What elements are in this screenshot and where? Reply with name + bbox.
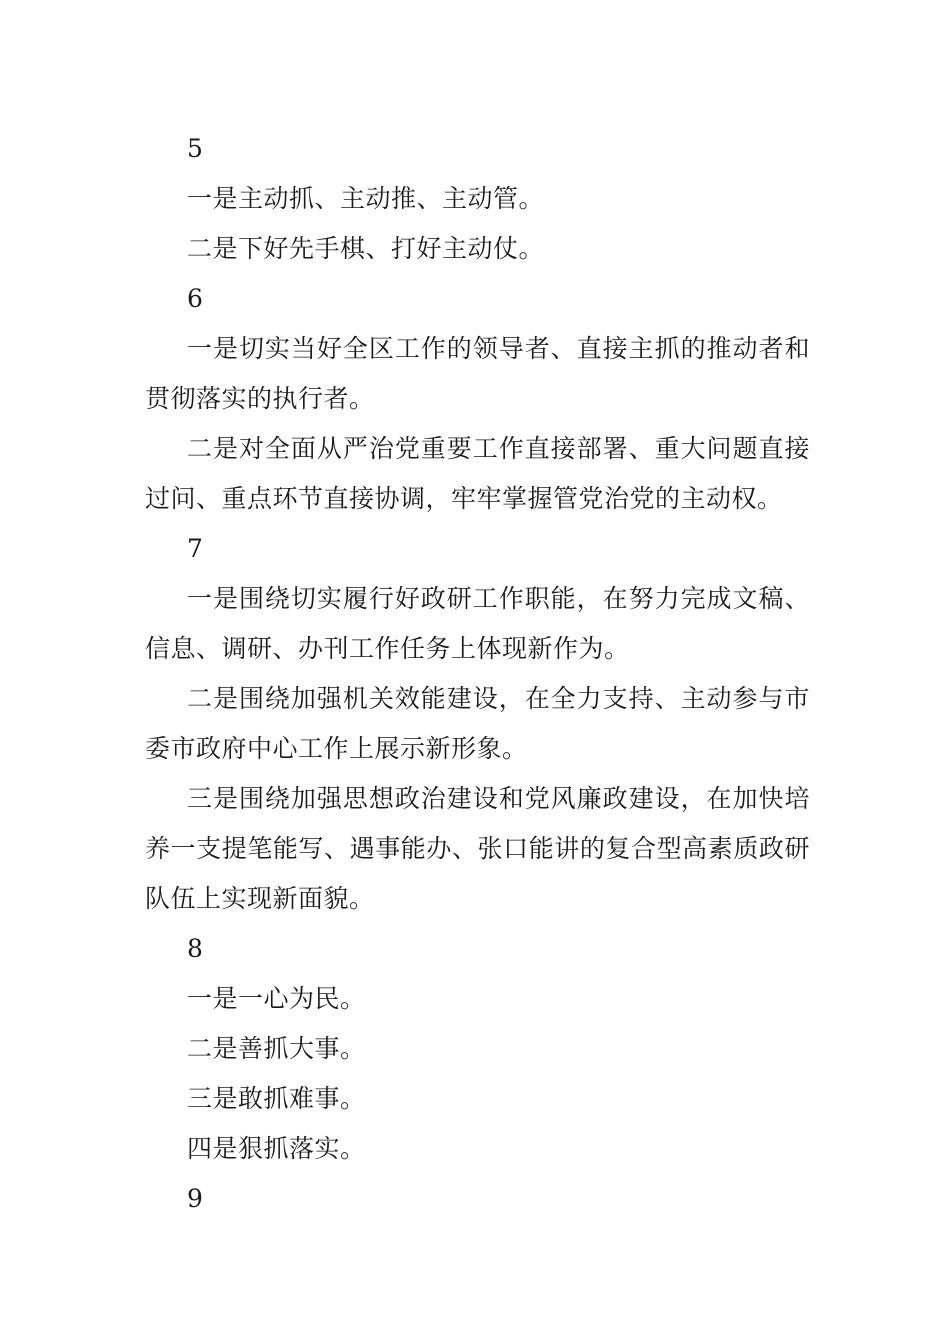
- paragraph: 三是围绕加强思想政治建设和党风廉政建设，在加快培养一支提笔能写、遇事能办、张口能讲的复合型高素质政研队伍上实现新面貌。: [145, 784, 810, 913]
- document-body: [145, 124, 810, 1224]
- section-number: 5: [187, 134, 203, 163]
- section-number: 7: [187, 534, 203, 563]
- paragraph: 二是对全面从严治党重要工作直接部署、重大问题直接过问、重点环节直接协调，牢牢掌握管党治党的主动权。: [145, 434, 810, 513]
- section-number: 8: [187, 934, 203, 963]
- paragraph: 二是善抓大事。: [187, 1034, 366, 1063]
- paragraph: 二是下好先手棋、打好主动仗。: [187, 234, 545, 263]
- paragraph: 三是敢抓难事。: [187, 1084, 366, 1113]
- paragraph: 一是主动抓、主动推、主动管。: [187, 184, 545, 213]
- section-number: 6: [187, 284, 203, 313]
- paragraph: 一是一心为民。: [187, 984, 366, 1013]
- section-number: 9: [187, 1184, 203, 1213]
- paragraph: 二是围绕加强机关效能建设，在全力支持、主动参与市委市政府中心工作上展示新形象。: [145, 684, 810, 763]
- paragraph: 一是围绕切实履行好政研工作职能，在努力完成文稿、信息、调研、办刊工作任务上体现新作为。: [145, 584, 810, 663]
- paragraph: 四是狠抓落实。: [187, 1134, 366, 1163]
- paragraph: 一是切实当好全区工作的领导者、直接主抓的推动者和贯彻落实的执行者。: [145, 334, 810, 413]
